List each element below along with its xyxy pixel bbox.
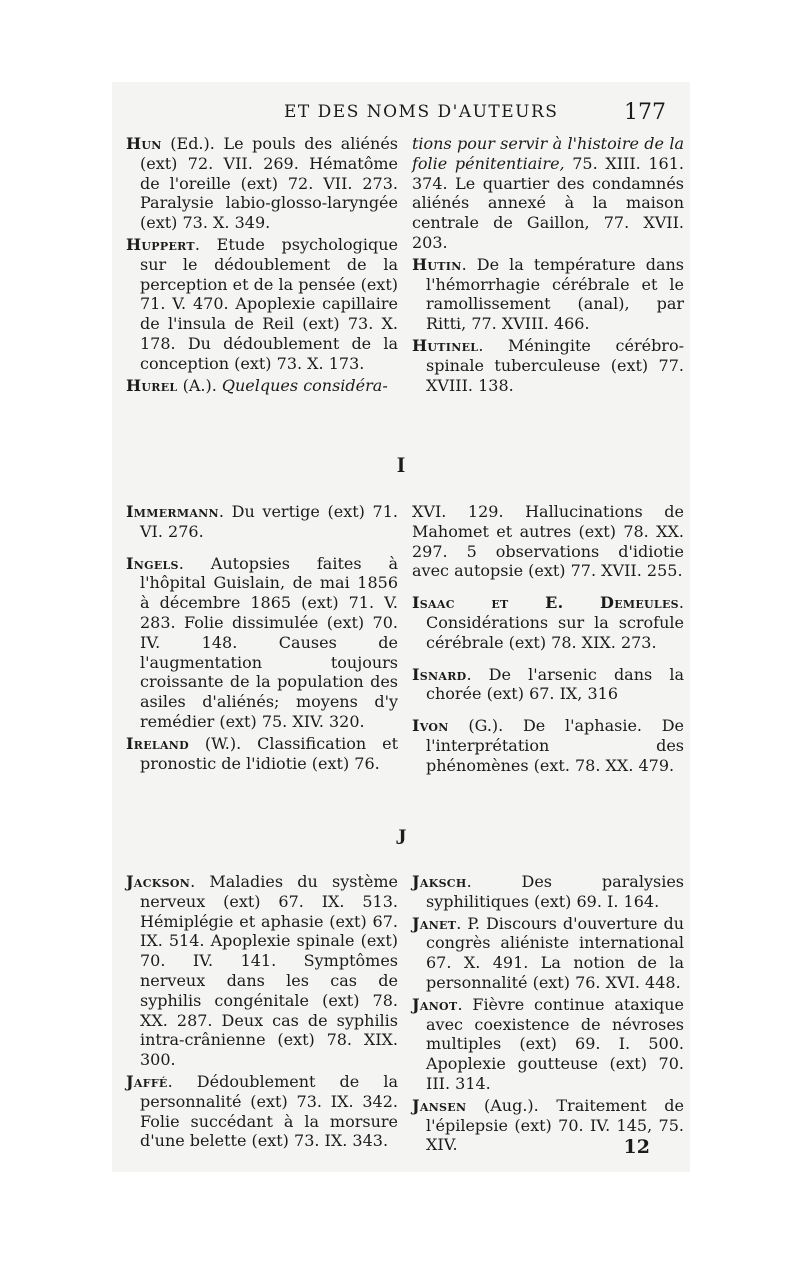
section-letter-i: I — [396, 452, 406, 477]
page-number: 177 — [624, 100, 666, 125]
column-j-left — [126, 872, 398, 1153]
column-i-right — [412, 502, 684, 778]
index-entry: Huppert. Etude psychologique sur le dédoublement de la perception et de la pensée (ext) 71. V. 470. Apoplexie capillaire de l'insula de Reil (ext) 73. X. 178. Du dédoublement de la conception (ext) 73. X. 173. — [126, 234, 398, 373]
index-entry: Hutinel. Méningite cérébro-spinale tuberculeuse (ext) 77. XVIII. 138. — [412, 335, 684, 395]
column-h-right — [412, 134, 684, 397]
index-entry: Ingels. Autopsies faites à l'hôpital Guislain, de mai 1856 à décembre 1865 (ext) 71. V. 283. Folie dissimulée (ext) 70. IV. 148. Causes de l'augmentation toujours croissante de la population des asiles d'aliénés; moyens d'y remédier (ext) 75. XIV. 320. — [126, 553, 398, 731]
column-h-left — [126, 134, 398, 397]
index-entry: Janot. Fièvre continue ataxique avec coexistence de névroses multiples (ext) 69. I. 500. Apoplexie goutteuse (ext) 70. III. 314. — [412, 994, 684, 1093]
index-entry: Jansen (Aug.). Traitement de l'épilepsie (ext) 70. IV. 145, 75. XIV. — [412, 1095, 684, 1155]
index-entry: Hutin. De la température dans l'hémorrhagie cérébrale et le ramollissement (anal), par Ritti, 77. XVIII. 466. — [412, 254, 684, 334]
signature-mark: 12 — [623, 1136, 650, 1158]
index-entry: Isaac et E. Demeules. Considérations sur la scrofule cérébrale (ext) 78. XIX. 273. — [412, 593, 684, 652]
running-title: ET DES NOMS D'AUTEURS — [284, 102, 559, 122]
index-entry: Ivon (G.). De l'aphasie. De l'interprétation des phénomènes (ext. 78. XX. 479. — [412, 716, 684, 775]
section-letter-j: J — [395, 824, 407, 849]
index-entry: Isnard. De l'arsenic dans la chorée (ext) 67. IX, 316 — [412, 664, 684, 704]
column-i-left — [126, 502, 398, 775]
index-entry: Jackson. Maladies du système nerveux (ext) 67. IX. 513. Hémiplégie et aphasie (ext) 67. IX. 514. Apoplexie spinale (ext) 70. IV. 141. Symptômes nerveux dans les cas de syphilis congénitale (ext) 78. XX. 287. Deux cas de syphilis intra-crânienne (ext) 78. XIX. 300. — [126, 872, 398, 1070]
index-entry: Janet. P. Discours d'ouverture du congrès aliéniste international 67. X. 491. La notion de la personnalité (ext) 76. XVI. 448. — [412, 913, 684, 992]
column-j-right — [412, 872, 684, 1157]
index-entry-continuation: tions pour servir à l'histoire de la folie pénitentiaire, 75. XIII. 161. 374. Le quartier des condamnés aliénés annexé à la maison centrale de Gaillon, 77. XVII. 203. — [412, 134, 684, 252]
book-page — [112, 82, 690, 1172]
index-entry-continuation: XVI. 129. Hallucinations de Mahomet et autres (ext) 78. XX. 297. 5 observations d'idiotie avec autopsie (ext) 77. XVII. 255. — [412, 502, 684, 581]
index-entry: Jaksch. Des paralysies syphilitiques (ext) 69. I. 164. — [412, 872, 684, 911]
index-entry: Hun (Ed.). Le pouls des aliénés (ext) 72. VII. 269. Hématôme de l'oreille (ext) 72. VII. 273. Paralysie labio-glosso-laryngée (ext) 73. X. 349. — [126, 134, 398, 233]
index-entry: Immermann. Du vertige (ext) 71. VI. 276. — [126, 502, 398, 541]
index-entry: Jaffé. Dédoublement de la personnalité (ext) 73. IX. 342. Folie succédant à la morsure d'une belette (ext) 73. IX. 343. — [126, 1071, 398, 1151]
page-header — [112, 100, 690, 130]
index-entry: Ireland (W.). Classification et pronostic de l'idiotie (ext) 76. — [126, 733, 398, 773]
index-entry: Hurel (A.). Quelques considéra- — [126, 375, 388, 395]
